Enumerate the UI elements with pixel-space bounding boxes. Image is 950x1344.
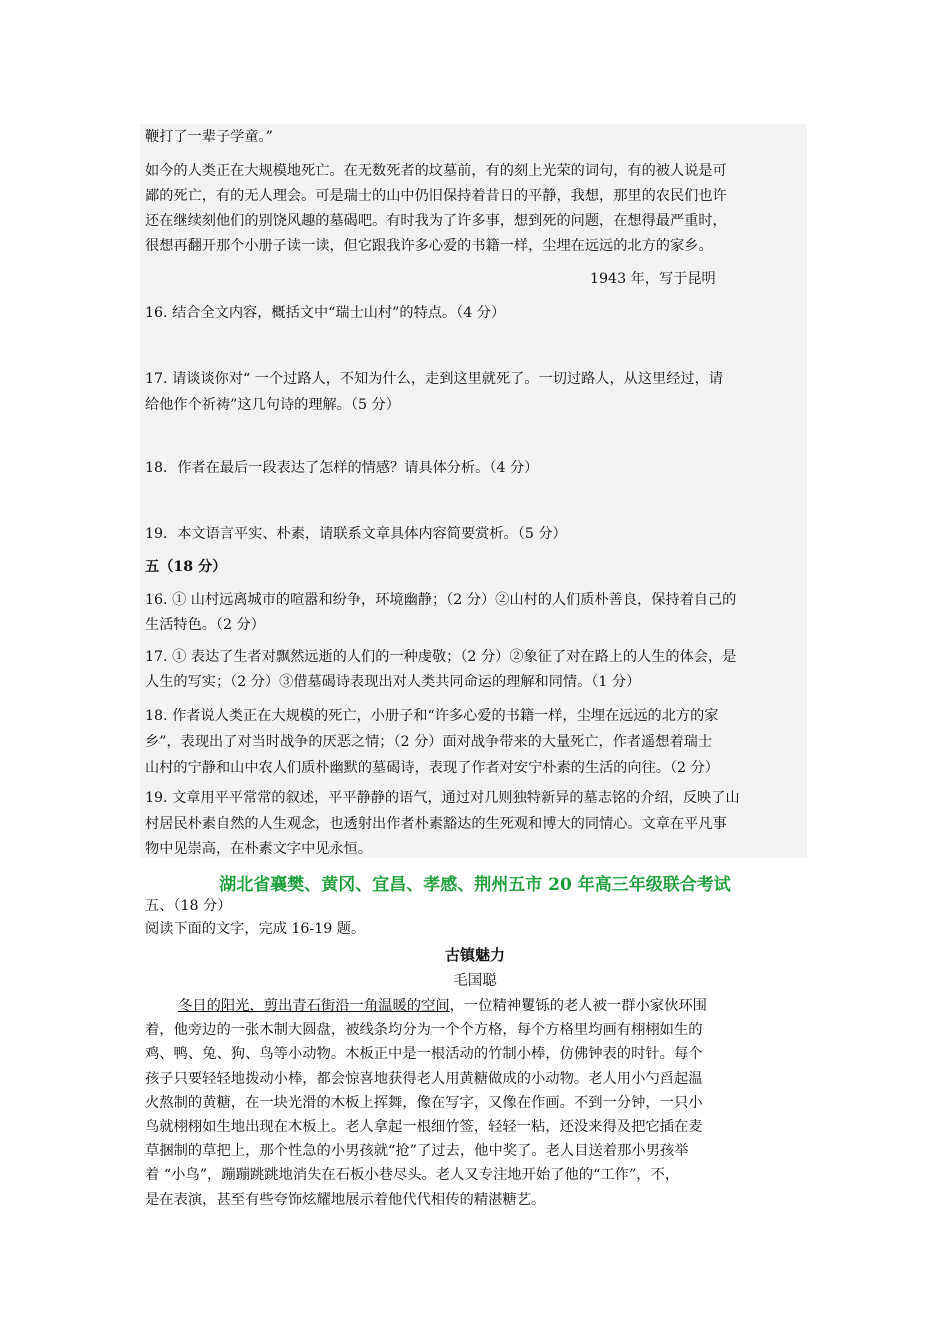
answer-16-line: 16. ① 山村远离城市的喧嚣和纷争，环境幽静；（2 分）②山村的人们质朴善良，保持着自己的 bbox=[145, 592, 737, 608]
article-line: 鸡、鸭、兔、狗、鸟等小动物。木板正中是一根活动的竹制小棒，仿佛钟表的时针。每个 bbox=[145, 1046, 703, 1063]
question-17-line: 17. 请谈谈你对“ 一个过路人，不知为什么，走到这里就死了。一切过路人，从这里经过，请 bbox=[145, 371, 723, 387]
article-line-rest: ，一位精神矍铄的老人被一群小家伙环围 bbox=[449, 998, 707, 1014]
article-author: 毛国聪 bbox=[453, 973, 497, 989]
exam-title: 湖北省襄樊、黄冈、宜昌、孝感、荆州五市 20 年高三年级联合考试 bbox=[219, 875, 731, 895]
article-body bbox=[145, 994, 806, 1212]
underlined-phrase: 冬日的阳光，剪出青石街沿一角温暖的空间 bbox=[178, 998, 450, 1014]
passage-line: 很想再翻开那个小册子读一读，但它跟我许多心爱的书籍一样，尘埋在远远的北方的家乡。 bbox=[145, 238, 713, 254]
passage-paragraph bbox=[145, 159, 806, 259]
reading-instruction: 阅读下面的文字，完成 16-19 题。 bbox=[145, 921, 366, 937]
answers-heading: 五（18 分） bbox=[145, 559, 227, 575]
answer-16-line: 生活特色。（2 分） bbox=[145, 617, 265, 633]
question-19: 19．本文语言平实、朴素，请联系文章具体内容简要赏析。（5 分） bbox=[145, 526, 567, 542]
answer-19-line: 村居民朴素自然的人生观念，也透射出作者朴素豁达的生死观和博大的同情心。文章在平凡事 bbox=[145, 815, 727, 832]
answer-17-line: 17. ① 表达了生者对飘然远逝的人们的一种虔敬；（2 分）②象征了对在路上的人生的体会，是 bbox=[145, 649, 737, 665]
passage-signature: 1943 年，写于昆明 bbox=[590, 271, 716, 287]
article-line: 是在表演，甚至有些夸饰炫耀地展示着他代代相传的精湛糖艺。 bbox=[145, 1191, 546, 1208]
answer-18 bbox=[145, 703, 806, 781]
article-title: 古镇魅力 bbox=[444, 946, 505, 964]
answer-17 bbox=[145, 645, 806, 695]
section-heading: 五、（18 分） bbox=[145, 898, 232, 914]
answer-18-line: 乡”，表现出了对当时战争的厌恶之情；（2 分）面对战争带来的大量死亡，作者遥想着瑞士 bbox=[145, 734, 713, 750]
question-18: 18．作者在最后一段表达了怎样的情感？请具体分析。（4 分） bbox=[145, 460, 539, 476]
answer-16 bbox=[145, 588, 806, 638]
answer-19-line: 物中见崇高，在朴素文字中见永恒。 bbox=[145, 841, 373, 857]
question-17 bbox=[145, 366, 806, 418]
article-line: 火熬制的黄糖，在一块光滑的木板上挥舞，像在写字，又像在作画。不到一分钟，一只小 bbox=[145, 1094, 703, 1111]
article-line: 着，他旁边的一张木制大圆盘，被线条均分为一个个方格，每个方格里均画有栩栩如生的 bbox=[145, 1022, 703, 1039]
answer-17-line: 人生的写实；（2 分）③借墓碣诗表现出对人类共同命运的理解和同情。（1 分） bbox=[145, 674, 641, 690]
article-line: 孩子只要轻轻地拨动小棒，都会惊喜地获得老人用黄糖做成的小动物。老人用小勺舀起温 bbox=[145, 1070, 703, 1087]
answer-19 bbox=[145, 786, 806, 863]
question-17-line: 给他作个祈祷”这几句诗的理解。（5 分） bbox=[145, 397, 400, 413]
article-line bbox=[145, 994, 806, 1018]
answer-19-line: 19. 文章用平平常常的叙述，平平静静的语气，通过对几则独特新异的墓志铭的介绍，反映了山 bbox=[145, 790, 740, 806]
answer-18-line: 山村的宁静和山中农人们质朴幽默的墓碣诗，表现了作者对安宁朴素的生活的向往。（2 分） bbox=[145, 760, 719, 776]
passage-line: 鞭打了一辈子学童。” bbox=[145, 129, 273, 145]
passage-line: 如今的人类正在大规模地死亡。在无数死者的坟墓前，有的刻上光荣的词句，有的被人说是可 bbox=[145, 163, 727, 179]
answer-18-line: 18. 作者说人类正在大规模的死亡，小册子和“许多心爱的书籍一样，尘埋在远远的北方的家 bbox=[145, 708, 719, 724]
article-line: 鸟就栩栩如生地出现在木板上。老人拿起一根细竹签，轻轻一粘，还没来得及把它插在麦 bbox=[145, 1119, 703, 1136]
passage-line: 鄙的死亡，有的无人理会。可是瑞士的山中仍旧保持着昔日的平静，我想，那里的农民们也许 bbox=[145, 188, 727, 204]
passage-line: 还在继续刻他们的别饶风趣的墓碣吧。有时我为了许多事，想到死的问题，在想得最严重时， bbox=[145, 213, 727, 229]
question-16: 16. 结合全文内容，概括文中“瑞士山村”的特点。（4 分） bbox=[145, 305, 506, 321]
article-line: 着 “小鸟”，蹦蹦跳跳地消失在石板小巷尽头。老人又专注地开始了他的“工作”，不， bbox=[145, 1167, 680, 1184]
article-line: 草捆制的草把上，那个性急的小男孩就“抢”了过去，他中奖了。老人目送着那小男孩举 bbox=[145, 1143, 689, 1160]
